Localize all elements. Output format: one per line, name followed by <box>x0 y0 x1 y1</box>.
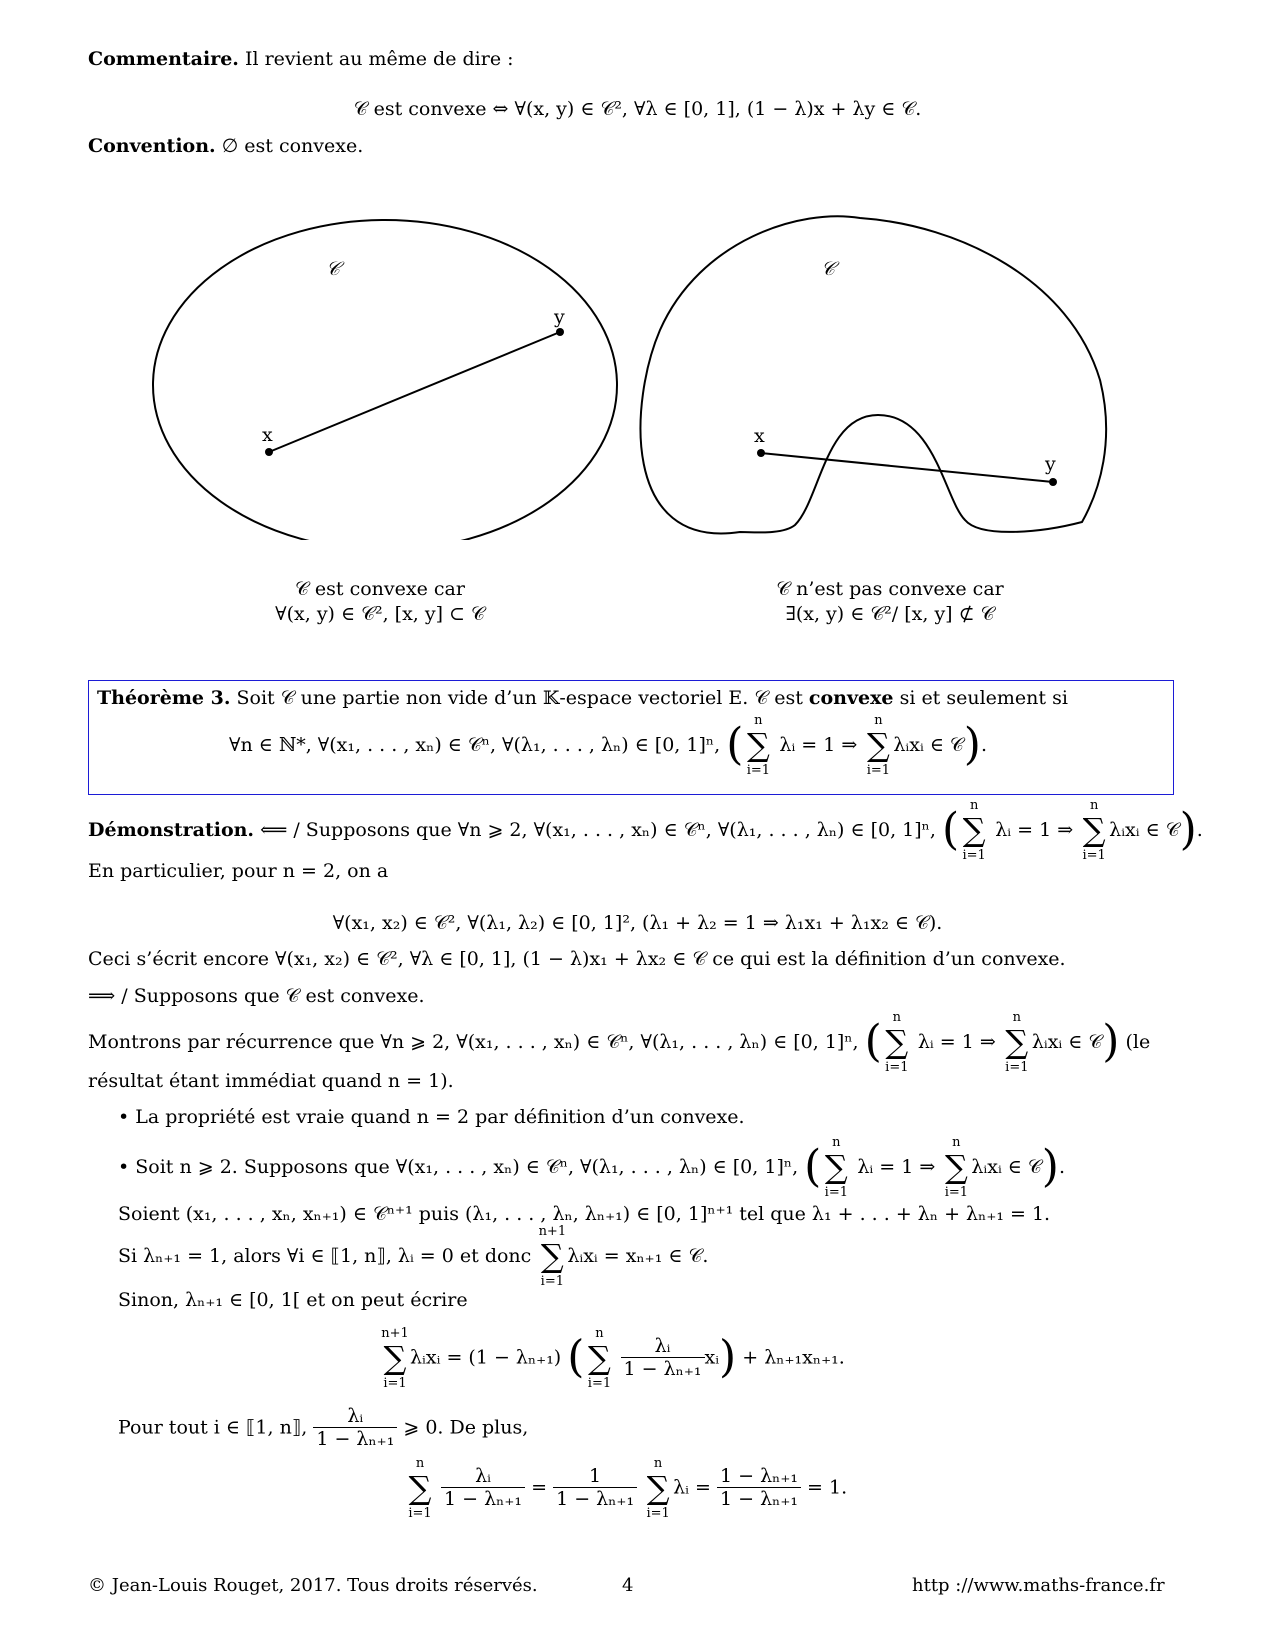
demo-final-eq: n ∑ i=1 $\frac{\text{λᵢ}}{\text{1 − λₙ₊₁}}$ = $\frac{1}{\text{1 − λₙ₊₁}}$ n ∑ i=1 λᵢ = $\frac{\text{1 − λₙ₊₁}}{\text{1 − λₙ₊₁}}$ = 1. <box>408 1455 848 1521</box>
footer-copyright: © Jean-Louis Rouget, 2017. Tous droits réservés. <box>88 1575 538 1596</box>
y-label-right: y <box>1045 453 1056 475</box>
demo-si: Si λₙ₊₁ = 1, alors ∀i ∈ ⟦1, n⟧, λᵢ = 0 et donc n+1 ∑ i=1 λᵢxᵢ = xₙ₊₁ ∈ 𝒞. <box>118 1224 709 1289</box>
point-y-right <box>1049 478 1057 486</box>
footer-page-number: 4 <box>622 1575 634 1596</box>
theorem-label: Théorème 3. <box>97 687 231 709</box>
demo-line2: En particulier, pour n = 2, on a <box>88 860 389 882</box>
caption-right-2: ∃(x, y) ∈ 𝒞²/ [x, y] ⊄ 𝒞 <box>785 603 995 625</box>
demo-pourtout: Pour tout i ∈ ⟦1, n⟧, $\frac{\text{λᵢ}}{\text{1 − λₙ₊₁}}$ ⩾ 0. De plus, <box>118 1405 529 1450</box>
demo-eq2: ∀(x₁, x₂) ∈ 𝒞², ∀(λ₁, λ₂) ∈ [0, 1]², (λ₁ + λ₂ = 1 ⇒ λ₁x₁ + λ₁x₂ ∈ 𝒞). <box>332 912 943 934</box>
demo-line5: Montrons par récurrence que ∀n ⩾ 2, ∀(x₁, . . . , xₙ) ∈ 𝒞ⁿ, ∀(λ₁, . . . , λₙ) ∈ [0, 1]ⁿ, ( n ∑ i=1 λᵢ = 1 ⇒ n ∑ i=1 λᵢxᵢ ∈ 𝒞) (le <box>88 1010 1151 1075</box>
convexe-equivalence: 𝒞 est convexe ⇔ ∀(x, y) ∈ 𝒞², ∀λ ∈ [0, 1], (1 − λ)x + λy ∈ 𝒞. <box>353 98 922 120</box>
demo-line3: Ceci s’écrit encore ∀(x₁, x₂) ∈ 𝒞², ∀λ ∈ [0, 1], (1 − λ)x₁ + λx₂ ∈ 𝒞 ce qui est la définition d’un convexe. <box>88 948 1066 970</box>
x-label-left: x <box>262 424 273 446</box>
commentaire-label: Commentaire. <box>88 48 239 70</box>
demo-soient: Soient (x₁, . . . , xₙ, xₙ₊₁) ∈ 𝒞ⁿ⁺¹ puis (λ₁, . . . , λₙ, λₙ₊₁) ∈ [0, 1]ⁿ⁺¹ tel que λ₁ + . . . + λₙ + λₙ₊₁ = 1. <box>118 1203 1051 1225</box>
bullet-2: • Soit n ⩾ 2. Supposons que ∀(x₁, . . . , xₙ) ∈ 𝒞ⁿ, ∀(λ₁, . . . , λₙ) ∈ [0, 1]ⁿ, ( n ∑ i=1 λᵢ = 1 ⇒ n ∑ i=1 λᵢxᵢ ∈ 𝒞). <box>118 1135 1065 1200</box>
sum-symbol: n ∑ i=1 <box>746 713 771 778</box>
caption-left-2: ∀(x, y) ∈ 𝒞², [x, y] ⊂ 𝒞 <box>275 603 485 625</box>
demo-line1: Démonstration. ⟸ / Supposons que ∀n ⩾ 2, ∀(x₁, . . . , xₙ) ∈ 𝒞ⁿ, ∀(λ₁, . . . , λₙ) ∈ [0, 1]ⁿ, ( n ∑ i=1 λᵢ = 1 ⇒ n ∑ i=1 λᵢxᵢ ∈ 𝒞). <box>88 798 1203 863</box>
convention-label: Convention. <box>88 135 216 157</box>
set-label-left: 𝒞 <box>326 258 340 280</box>
demo-label: Démonstration. <box>88 819 255 841</box>
segment-xy-right <box>761 453 1053 482</box>
commentaire-text: Il revient au même de dire : <box>238 48 514 70</box>
convention-text: ∅ est convexe. <box>215 135 364 157</box>
nonconvex-set-shape <box>640 216 1106 533</box>
commentaire <box>88 48 514 70</box>
demo-recurrence-eq: n+1 ∑ i=1 λᵢxᵢ = (1 − λₙ₊₁) ( n ∑ i=1 $\frac{\text{λᵢ}}{\text{1 − λₙ₊₁}}$ xᵢ) + λₙ₊₁xₙ₊₁. <box>381 1325 845 1391</box>
footer-url[interactable]: http ://www.maths-france.fr <box>912 1575 1165 1596</box>
point-y-left <box>556 328 564 336</box>
point-x-left <box>265 448 273 456</box>
bullet-1: • La propriété est vraie quand n = 2 par définition d’un convexe. <box>118 1106 745 1128</box>
theorem-formula-pre: ∀n ∈ ℕ*, ∀(x₁, . . . , xₙ) ∈ 𝒞ⁿ, ∀(λ₁, . . . , λₙ) ∈ [0, 1]ⁿ, <box>229 734 721 756</box>
caption-right-1: 𝒞 n’est pas convexe car <box>776 578 1004 600</box>
theorem-text-b: si et seulement si <box>893 687 1068 709</box>
demo-line6: résultat étant immédiat quand n = 1). <box>88 1070 454 1092</box>
theorem-bold-word: convexe <box>808 687 894 709</box>
sum-symbol: n ∑ i=1 <box>866 713 891 778</box>
set-label-right: 𝒞 <box>821 258 835 280</box>
theorem-text-a: Soit 𝒞 une partie non vide d’un 𝕂-espace vectoriel E. 𝒞 est <box>230 687 809 709</box>
theorem-formula: ∀n ∈ ℕ*, ∀(x₁, . . . , xₙ) ∈ 𝒞ⁿ, ∀(λ₁, . . . , λₙ) ∈ [0, 1]ⁿ, ( n ∑ i=1 λᵢ = 1 ⇒ n ∑ i=1 λᵢxᵢ ∈ 𝒞). <box>229 713 987 778</box>
theorem-box <box>88 680 1174 795</box>
y-label-left: y <box>554 306 565 328</box>
segment-xy-left <box>269 332 560 452</box>
caption-left-1: 𝒞 est convexe car <box>295 578 465 600</box>
point-x-right <box>757 449 765 457</box>
demo-sinon: Sinon, λₙ₊₁ ∈ [0, 1[ et on peut écrire <box>118 1289 468 1311</box>
demo-line4: ⟹ / Supposons que 𝒞 est convexe. <box>88 985 425 1007</box>
convention <box>88 135 363 157</box>
convex-set-ellipse <box>153 220 617 540</box>
x-label-right: x <box>754 425 765 447</box>
theorem-statement <box>97 687 1068 709</box>
convexity-figure <box>0 200 1275 540</box>
